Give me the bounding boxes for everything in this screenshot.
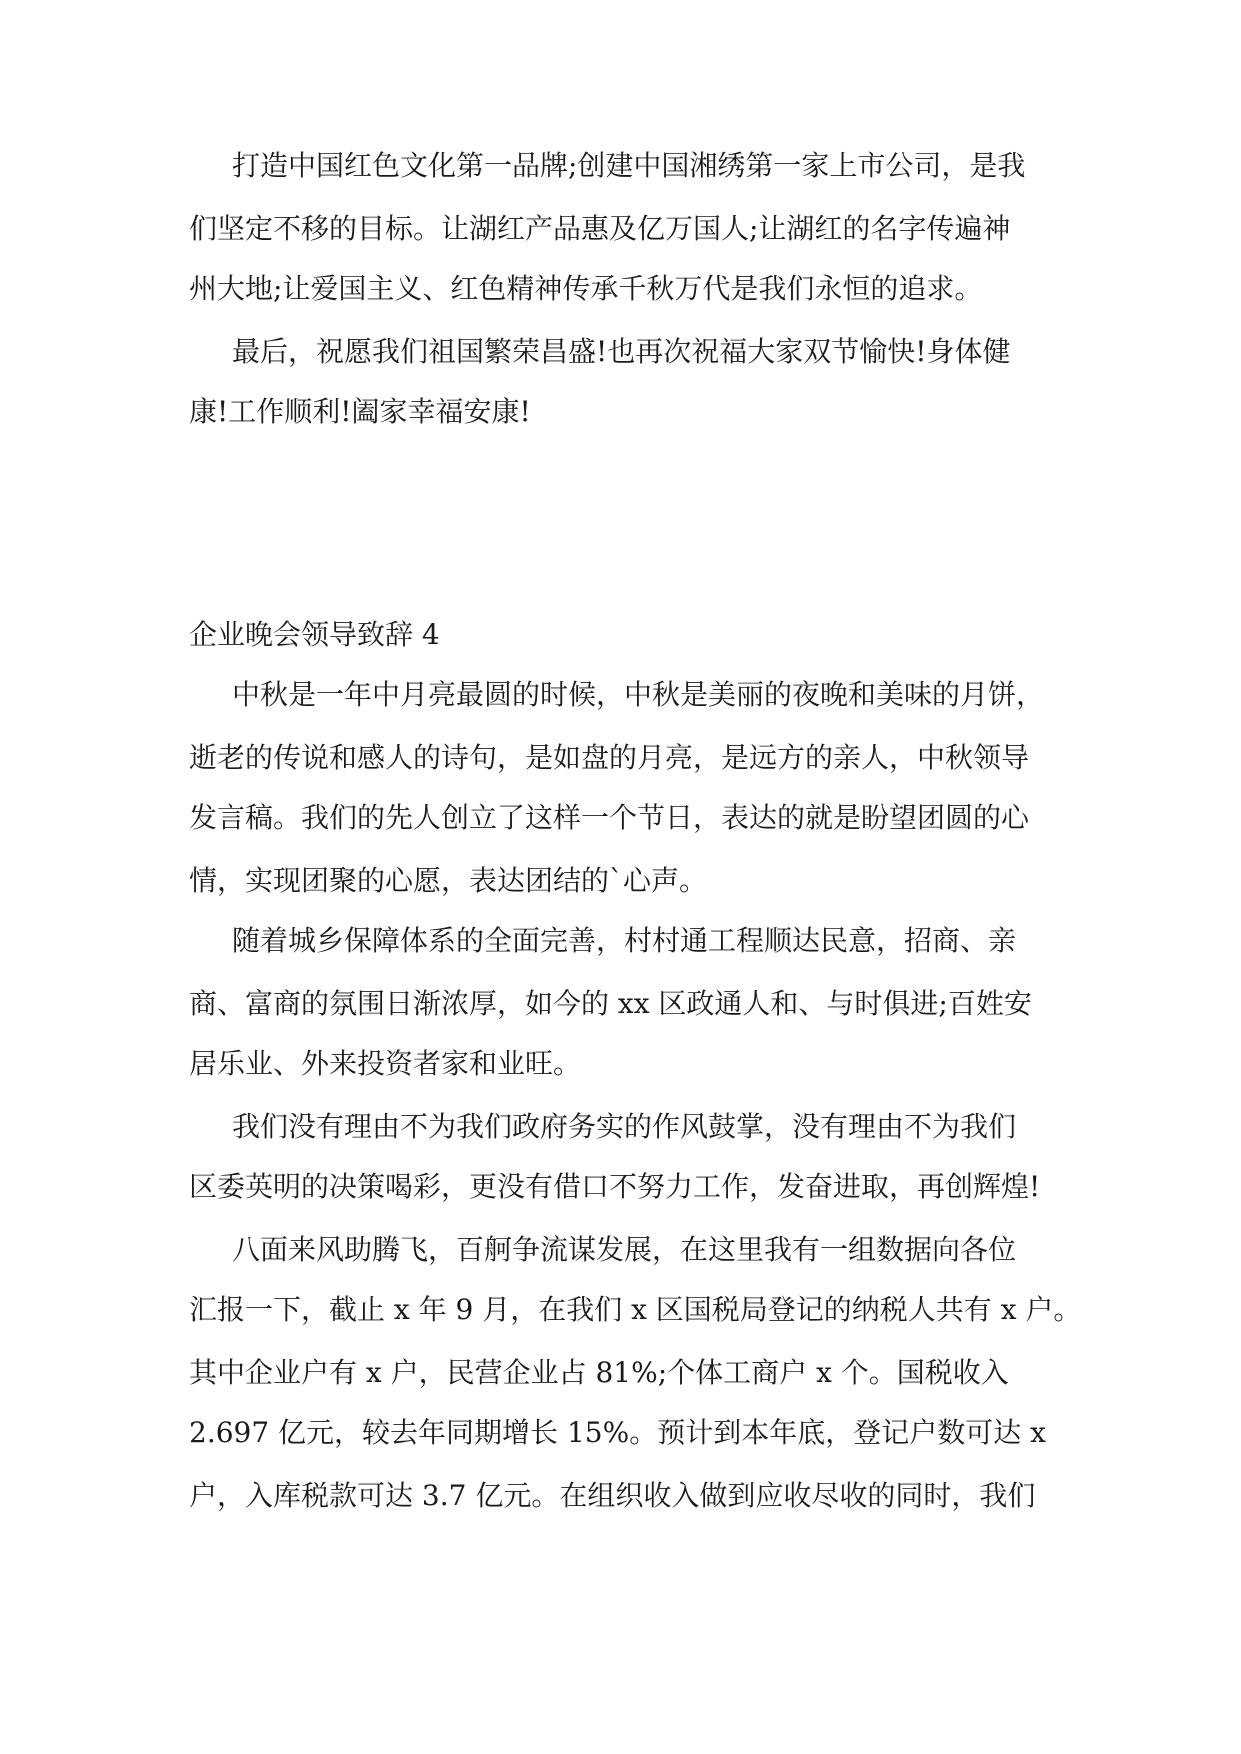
paragraph-2-line-2: 康!工作顺利!阖家幸福安康! — [189, 395, 531, 428]
section-heading: 企业晚会领导致辞 4 — [189, 618, 440, 651]
paragraph-3-line-4: 情，实现团聚的心愿，表达团结的`心声。 — [189, 864, 708, 897]
paragraph-3-line-2: 逝老的传说和感人的诗句，是如盘的月亮，是远方的亲人，中秋领导 — [189, 741, 1030, 774]
paragraph-6-line-4: 2.697 亿元，较去年同期增长 15%。预计到本年底，登记户数可达 x — [189, 1416, 1046, 1449]
paragraph-1-line-1: 打造中国红色文化第一品牌;创建中国湘绣第一家上市公司，是我 — [232, 149, 1026, 182]
paragraph-6-line-5: 户，入库税款可达 3.7 亿元。在组织收入做到应收尽收的同时，我们 — [189, 1479, 1036, 1512]
paragraph-3-line-1: 中秋是一年中月亮最圆的时候，中秋是美丽的夜晚和美味的月饼， — [232, 678, 1045, 711]
paragraph-4-line-1: 随着城乡保障体系的全面完善，村村通工程顺达民意，招商、亲 — [232, 924, 1017, 957]
paragraph-4-line-2: 商、富商的氛围日渐浓厚，如今的 xx 区政通人和、与时俱进;百姓安 — [189, 987, 1032, 1020]
paragraph-1-line-3: 州大地;让爱国主义、红色精神传承千秋万代是我们永恒的追求。 — [189, 272, 983, 305]
paragraph-6-line-2: 汇报一下，截止 x 年 9 月，在我们 x 区国税局登记的纳税人共有 x 户。 — [189, 1293, 1082, 1326]
paragraph-6-line-1: 八面来风助腾飞，百舸争流谋发展，在这里我有一组数据向各位 — [232, 1233, 1017, 1266]
paragraph-6-line-3: 其中企业户有 x 户，民营企业占 81%;个体工商户 x 个。国税收入 — [189, 1356, 1009, 1389]
paragraph-4-line-3: 居乐业、外来投资者家和业旺。 — [189, 1047, 582, 1080]
paragraph-3-line-3: 发言稿。我们的先人创立了这样一个节日，表达的就是盼望团圆的心 — [189, 801, 1030, 834]
paragraph-5-line-2: 区委英明的决策喝彩，更没有借口不努力工作，发奋进取，再创辉煌! — [189, 1170, 1041, 1203]
paragraph-1-line-2: 们坚定不移的目标。让湖红产品惠及亿万国人;让湖红的名字传遍神 — [189, 212, 1011, 245]
paragraph-5-line-1: 我们没有理由不为我们政府务实的作风鼓掌，没有理由不为我们 — [232, 1110, 1017, 1143]
paragraph-2-line-1: 最后，祝愿我们祖国繁荣昌盛!也再次祝福大家双节愉快!身体健 — [232, 335, 1011, 368]
